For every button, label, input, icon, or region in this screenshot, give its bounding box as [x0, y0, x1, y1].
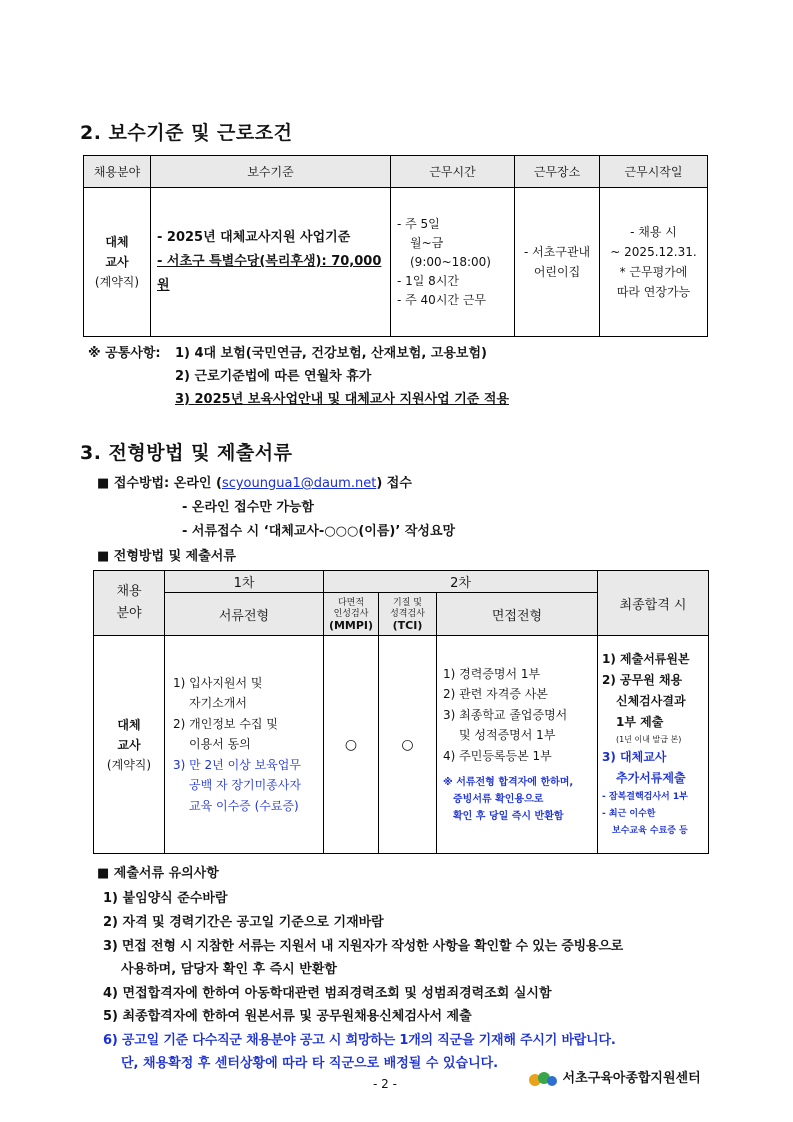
square-bullet-icon: ■	[97, 476, 110, 491]
interview-note: 확인 후 당일 즉시 반환함	[453, 811, 564, 823]
note-3-cont: 사용하며, 담당자 확인 후 즉시 반환함	[121, 962, 337, 977]
hours-cell	[391, 188, 515, 337]
th-document: 서류전형	[165, 593, 324, 636]
th-interview: 면접전형	[437, 593, 598, 636]
final-blue: 추가서류제출	[616, 771, 686, 785]
start-cell	[600, 188, 708, 337]
notes-title: ■ 제출서류 유의사항	[97, 866, 219, 881]
doc-line: 자기소개서	[189, 696, 247, 711]
method-title: ■ 전형방법 및 제출서류	[97, 549, 236, 564]
th-tci-line: 성격검사	[390, 608, 425, 619]
final-blue-small: - 잠복결핵검사서 1부	[602, 792, 688, 802]
section-2-title: 2. 보수기준 및 근로조건	[80, 122, 293, 144]
interview-line: 및 성적증명서 1부	[459, 728, 556, 743]
section-3-title: 3. 전형방법 및 제출서류	[80, 442, 293, 464]
final-blue-small: 보수교육 수료증 등	[612, 826, 688, 836]
hours-line: - 주 5일	[397, 216, 440, 231]
doc-line: 1) 입사지원서 및	[173, 675, 263, 690]
th-field	[94, 571, 165, 636]
note-6-cont: 단, 채용확정 후 센터상황에 따라 타 직군으로 배정될 수 있습니다.	[121, 1056, 499, 1071]
reception-label-end: ) 접수	[376, 476, 412, 491]
field-cell	[84, 188, 151, 337]
doc-line-blue: 교육 이수증 (수료증)	[189, 798, 299, 813]
start-line: ~ 2025.12.31.	[610, 245, 697, 259]
th-mmpi	[324, 593, 379, 636]
final-blue: 3) 대체교사	[602, 750, 667, 764]
note-2: 2) 자격 및 경력기간은 공고일 기준으로 기재바람	[103, 915, 384, 930]
place-line: - 서초구관내	[523, 245, 591, 259]
final-line: 신체검사결과	[616, 694, 686, 708]
field-cell	[94, 636, 165, 854]
th-field: 채용분야	[84, 156, 151, 188]
th-round-2: 2차	[324, 571, 598, 593]
final-line: 1) 제출서류원본	[602, 652, 690, 666]
th-field-line: 채용	[116, 584, 142, 599]
hours-line: 월~금(9:00~18:00)	[410, 235, 491, 269]
th-round-1: 1차	[165, 571, 324, 593]
final-cell	[598, 636, 709, 854]
interview-line: 3) 최종학교 졸업증명서	[443, 707, 568, 722]
common-item-1: 1) 4대 보험(국민연금, 건강보험, 산재보험, 고용보험)	[175, 346, 487, 361]
interview-note: 증빙서류 확인용으로	[453, 794, 544, 806]
th-hours: 근무시간	[391, 156, 515, 188]
final-small: (1년 이내 발급 본)	[616, 735, 682, 744]
note-5: 5) 최종합격자에 한하여 원본서류 및 공무원채용신체검사서 제출	[103, 1009, 472, 1024]
interview-note: ※ 서류전형 합격자에 한하며,	[443, 777, 574, 789]
th-tci-line: (TCI)	[392, 618, 423, 632]
th-mmpi-line: 다면적	[337, 597, 365, 608]
pay-line: - 서초구 특별수당(복리후생): 70,000원	[157, 254, 382, 293]
center-logo-icon	[528, 1069, 558, 1089]
field-line: 대체	[105, 235, 129, 249]
start-line: - 채용 시	[630, 225, 677, 239]
note-4: 4) 면접합격자에 한하여 아동학대관련 범죄경력조회 및 성범죄경력조회 실시함	[103, 986, 552, 1001]
reception-line	[97, 472, 412, 491]
center-logo-text: 서초구육아종합지원센터	[562, 1071, 701, 1086]
reception-note-1: - 온라인 접수만 가능함	[182, 500, 314, 515]
start-line: * 근무평가에	[619, 265, 688, 279]
document-cell	[165, 636, 324, 854]
mmpi-mark: ○	[324, 636, 379, 854]
th-place: 근무장소	[515, 156, 600, 188]
reception-note-2: - 서류접수 시 ‘대체교사-○○○(이름)’ 작성요망	[182, 524, 456, 539]
interview-line: 4) 주민등록등본 1부	[443, 748, 552, 763]
th-mmpi-line: 인성검사	[333, 608, 369, 619]
tci-mark: ○	[379, 636, 437, 854]
hours-line: - 1일 8시간	[397, 273, 460, 288]
center-logo	[528, 1067, 701, 1089]
doc-line-blue: 공백 자 장기미종사자	[189, 778, 301, 793]
doc-line: 이용서 동의	[189, 737, 251, 752]
place-line: 어린이집	[533, 265, 581, 279]
start-line: 따라 연장가능	[616, 285, 691, 299]
note-1: 1) 붙임양식 준수바람	[103, 891, 228, 906]
note-6: 6) 공고일 기준 다수직군 채용분야 공고 시 희망하는 1개의 직군을 기재해 주시기 바랍니다.	[103, 1033, 616, 1048]
selection-table	[93, 570, 709, 854]
pay-conditions-table	[83, 155, 708, 337]
doc-line: 2) 개인정보 수집 및	[173, 716, 278, 731]
th-pay: 보수기준	[151, 156, 391, 188]
field-line: 대체	[117, 717, 141, 732]
hours-line: - 주 40시간 근무	[397, 292, 487, 307]
email-link[interactable]: scyoungua1@daum.net	[221, 476, 377, 491]
field-line: (계약직)	[94, 275, 140, 289]
page-number: - 2 -	[373, 1077, 397, 1091]
th-start: 근무시작일	[600, 156, 708, 188]
th-tci-line: 기질 및	[393, 597, 422, 608]
final-blue-small: - 최근 이수한	[602, 809, 656, 819]
interview-line: 1) 경력증명서 1부	[443, 666, 541, 681]
th-final: 최종합격 시	[598, 571, 709, 636]
common-item-3: 3) 2025년 보육사업안내 및 대체교사 지원사업 기준 적용	[175, 392, 510, 407]
field-line: 교사	[105, 255, 129, 269]
reception-label: 접수방법: 온라인 (	[113, 476, 222, 491]
common-item-2: 2) 근로기준법에 따른 연월차 휴가	[175, 369, 372, 384]
pay-cell	[151, 188, 391, 337]
th-tci	[379, 593, 437, 636]
interview-cell	[437, 636, 598, 854]
note-3: 3) 면접 전형 시 지참한 서류는 지원서 내 지원자가 작성한 사항을 확인할 수 있는 증빙용으로	[103, 939, 624, 954]
place-cell	[515, 188, 600, 337]
pay-line: - 2025년 대체교사지원 사업기준	[157, 230, 351, 245]
th-field-line: 분야	[116, 606, 142, 621]
common-label: ※ 공통사항:	[88, 346, 161, 361]
final-line: 1부 제출	[616, 715, 664, 729]
final-line: 2) 공무원 채용	[602, 673, 683, 687]
interview-line: 2) 관련 자격증 사본	[443, 687, 548, 702]
doc-line-blue: 3) 만 2년 이상 보육업무	[173, 757, 301, 772]
th-mmpi-line: (MMPI)	[328, 618, 374, 632]
field-line: (계약직)	[106, 757, 152, 772]
field-line: 교사	[117, 737, 141, 752]
